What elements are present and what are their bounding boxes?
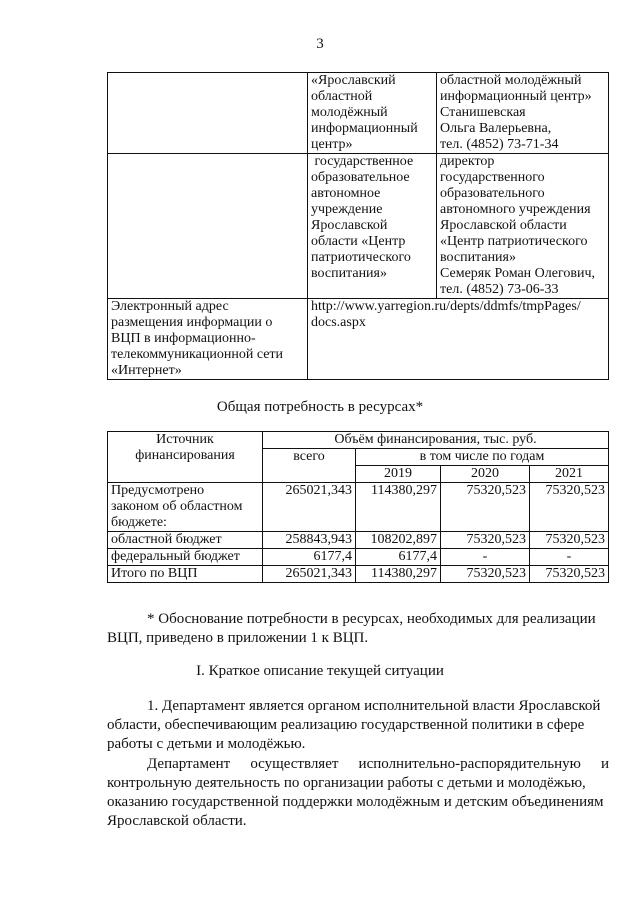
paragraph-line: 1. Департамент является органом исполнительной власти Ярославской xyxy=(147,698,601,714)
cell-line: тел. (4852) 73-06-33 xyxy=(440,282,559,297)
row-name xyxy=(108,483,263,532)
volume-header: Объём финансирования, тыс. руб. xyxy=(263,432,609,449)
page-number: 3 xyxy=(316,36,324,52)
cell-line: Ольга Валерьевна, xyxy=(440,121,552,136)
cell-line: государственное xyxy=(311,154,414,169)
url-link[interactable]: http://www.yarregion.ru/depts/ddmfs/tmpPages/ xyxy=(311,299,581,314)
cell-line: законом об областном xyxy=(111,499,243,514)
cell-line: Ярославской xyxy=(311,218,388,233)
footnote-line: * Обоснование потребности в ресурсах, необходимых для реализации xyxy=(147,611,596,627)
cell-line: телекоммуникационной сети xyxy=(111,347,284,362)
year-2019-value: 6177,4 xyxy=(356,549,441,566)
cell-line: автономного учреждения xyxy=(440,202,591,217)
cell-line: ВЦП в информационно- xyxy=(111,331,256,346)
text-line xyxy=(107,697,609,716)
url-cell xyxy=(308,299,609,380)
year-header: 2019 xyxy=(356,466,441,483)
paragraph-line: работы с детьми и молодёжью. xyxy=(107,736,306,752)
cell-line: Станишевская xyxy=(440,105,526,120)
cell-line: Электронный адрес xyxy=(111,299,229,314)
year-2020-value: 75320,523 xyxy=(441,532,530,549)
text-line xyxy=(107,610,609,629)
resources-table xyxy=(107,431,609,583)
row-name: федеральный бюджет xyxy=(108,549,263,566)
cell-line: Семеряк Роман Олегович, xyxy=(440,266,596,281)
label-cell xyxy=(108,299,308,380)
cell-line: Источник xyxy=(156,432,214,447)
year-2020-value: - xyxy=(441,549,530,566)
cell-line: государственного xyxy=(440,170,545,185)
year-header: 2021 xyxy=(530,466,609,483)
paragraph xyxy=(107,755,609,831)
by-years-header: в том числе по годам xyxy=(356,449,609,466)
table-row xyxy=(108,532,609,549)
year-2020-value: 75320,523 xyxy=(441,483,530,532)
paragraph-line: контрольную деятельность по организации работы с детьми и молодёжью, xyxy=(107,775,586,791)
table-row xyxy=(108,73,609,154)
cell-line: воспитания» xyxy=(311,266,387,281)
program-info-table xyxy=(107,72,609,380)
cell-line: Предусмотрено xyxy=(111,483,205,498)
cell-line: директор xyxy=(440,154,495,169)
cell-line: центр» xyxy=(311,137,353,152)
total-value: 265021,343 xyxy=(263,483,356,532)
footnote-line: ВЦП, приведено в приложении 1 к ВЦП. xyxy=(107,630,369,646)
total-value: 258843,943 xyxy=(263,532,356,549)
label-cell xyxy=(108,73,308,154)
year-2019-value: 114380,297 xyxy=(356,483,441,532)
cell-line: размещения информации о xyxy=(111,315,273,330)
cell-line: «Интернет» xyxy=(111,363,182,378)
total-value: 265021,343 xyxy=(263,566,356,583)
contact-cell xyxy=(437,154,609,299)
section-title: I. Краткое описание текущей ситуации xyxy=(196,663,444,679)
source-header xyxy=(108,432,263,483)
paragraph xyxy=(107,697,609,754)
table-row xyxy=(108,566,609,583)
year-2019-value: 114380,297 xyxy=(356,566,441,583)
cell-line: «Центр патриотического xyxy=(440,234,588,249)
cell-line: бюджете: xyxy=(111,515,167,530)
cell-line: Ярославской области xyxy=(440,218,567,233)
total-value: 6177,4 xyxy=(263,549,356,566)
cell-line: информационный центр» xyxy=(440,89,592,104)
table-header-row xyxy=(108,432,609,449)
paragraph-line: Ярославской области. xyxy=(107,813,247,829)
cell-line: тел. (4852) 73-71-34 xyxy=(440,137,559,152)
paragraph-line: области, обеспечивающим реализацию государственной политики в сфере xyxy=(107,717,585,733)
cell-line: областной xyxy=(311,89,373,104)
organization-cell xyxy=(308,73,437,154)
year-2021-value: 75320,523 xyxy=(530,566,609,583)
year-2021-value: - xyxy=(530,549,609,566)
paragraph-line: Департамент осуществляет исполнительно-распорядительную и xyxy=(147,756,609,772)
cell-line: автономное xyxy=(311,186,381,201)
contact-cell xyxy=(437,73,609,154)
cell-line: «Ярославский xyxy=(311,73,396,88)
table-row xyxy=(108,154,609,299)
year-header: 2020 xyxy=(441,466,530,483)
table-row xyxy=(108,483,609,532)
cell-line: областной молодёжный xyxy=(440,73,582,88)
cell-line: молодёжный xyxy=(311,105,388,120)
year-2021-value: 75320,523 xyxy=(530,483,609,532)
table-row xyxy=(108,549,609,566)
year-2020-value: 75320,523 xyxy=(441,566,530,583)
label-cell xyxy=(108,154,308,299)
cell-line: информационный xyxy=(311,121,418,136)
table-row xyxy=(108,299,609,380)
paragraph-line: оказанию государственной поддержки молодёжным и детским объединениям xyxy=(107,794,604,810)
cell-line: финансирования xyxy=(135,448,235,463)
resources-title: Общая потребность в ресурсах* xyxy=(216,399,424,415)
cell-line: образовательного xyxy=(440,186,545,201)
organization-cell xyxy=(308,154,437,299)
text-line xyxy=(107,755,609,774)
cell-line: образовательное xyxy=(311,170,410,185)
url-link[interactable]: docs.aspx xyxy=(311,315,366,330)
row-name: Итого по ВЦП xyxy=(108,566,263,583)
row-name: областной бюджет xyxy=(108,532,263,549)
cell-line: области «Центр xyxy=(311,234,406,249)
year-2021-value: 75320,523 xyxy=(530,532,609,549)
cell-line: воспитания» xyxy=(440,250,516,265)
cell-line: учреждение xyxy=(311,202,383,217)
footnote xyxy=(107,610,609,648)
total-header: всего xyxy=(263,449,356,483)
year-2019-value: 108202,897 xyxy=(356,532,441,549)
cell-line: патриотического xyxy=(311,250,411,265)
